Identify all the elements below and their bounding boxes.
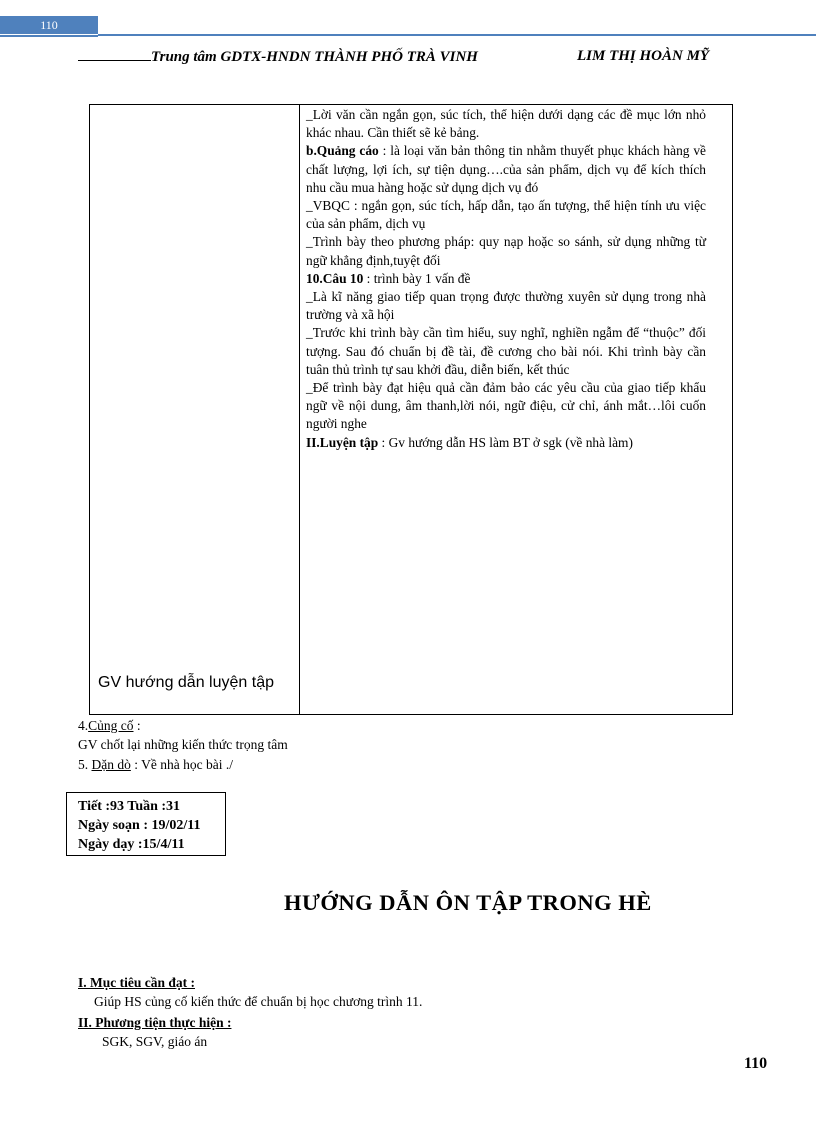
right-cell-paragraph xyxy=(306,197,706,233)
paragraph-text: : Gv hướng dẫn HS làm BT ở sgk (về nhà làm) xyxy=(378,434,633,450)
consolidation-heading xyxy=(78,717,141,735)
page-tab xyxy=(0,16,98,34)
right-cell-paragraph xyxy=(306,288,706,324)
homework-line xyxy=(78,756,233,774)
section2-heading: II. Phương tiện thực hiện : xyxy=(78,1015,232,1030)
page-title: HƯỚNG DẪN ÔN TẬP TRONG HÈ xyxy=(284,890,652,915)
consolidation-suffix: : xyxy=(133,718,141,733)
lesson-period-week: Tiết :93 Tuần :31 xyxy=(78,799,181,814)
consolidation-label: Củng cố xyxy=(88,718,134,733)
paragraph-text: _Trước khi trình bày cần tìm hiểu, suy nghĩ, nghiền ngẫm để “thuộc” đối tượng. Sau đó chuẩn bị đề tài, đề cương cho bài nói. Khi trình bày cần tuân thủ trình tự sau khởi đầu, diễn biến, kết thúc xyxy=(306,325,706,377)
paragraph-bold-lead: II.Luyện tập xyxy=(306,434,379,450)
tab-underline xyxy=(0,35,98,37)
table-column-divider xyxy=(299,104,300,715)
page-number: 110 xyxy=(744,1055,768,1072)
section1-text: Giúp HS củng cố kiến thức để chuẩn bị học chương trình 11. xyxy=(94,994,423,1009)
left-cell-activity: GV hướng dẫn luyện tập xyxy=(98,674,274,691)
consolidation-num: 4. xyxy=(78,718,89,733)
paragraph-text: : là loại văn bản thông tin nhằm thuyết phục khách hàng về chất lượng, lợi ích, sự tiện dụng….của sản phẩm, dịch vụ để kích thích nhu cầu mua hàng hoặc sử dụng dịch vụ đó xyxy=(306,143,706,195)
paragraph-text: _Trình bày theo phương pháp: quy nạp hoặc so sánh, sử dụng những từ ngữ khẳng định,tuyệt đối xyxy=(306,234,706,268)
header-author: LIM THỊ HOÀN MỸ xyxy=(577,48,710,64)
paragraph-text: _Để trình bày đạt hiệu quả cần đảm bảo các yêu cầu của giao tiếp khẩu ngữ về nội dung, âm thanh,lời nói, ngữ điệu, cử chỉ, ánh mắt…lôi cuốn người nghe xyxy=(306,380,706,432)
page-tab-label: 110 xyxy=(40,18,58,32)
right-cell-paragraph xyxy=(306,324,706,379)
right-cell-content xyxy=(306,106,706,452)
paragraph-text: _VBQC : ngắn gọn, súc tích, hấp dẫn, tạo ấn tượng, thể hiện tính ưu việc của sản phẩm, dịch vụ xyxy=(306,198,706,232)
paragraph-bold-lead: 10.Câu 10 xyxy=(306,270,364,286)
right-cell-paragraph xyxy=(306,379,706,434)
section1-heading: I. Mục tiêu cần đạt : xyxy=(78,975,195,990)
header-center xyxy=(78,48,478,66)
right-cell-paragraph xyxy=(306,270,706,288)
right-cell-paragraph xyxy=(306,233,706,269)
header-blank-line xyxy=(78,48,151,61)
right-cell-paragraph xyxy=(306,142,706,197)
paragraph-text: _Lời văn cần ngắn gọn, súc tích, thể hiện dưới dạng các đề mục lớn nhỏ khác nhau. Cần thiết sẽ kẻ bảng. xyxy=(306,107,706,141)
consolidation-text: GV chốt lại những kiến thức trọng tâm xyxy=(78,737,288,752)
section2-text: SGK, SGV, giáo án xyxy=(102,1034,208,1049)
homework-label: Dặn dò xyxy=(91,757,131,772)
right-cell-paragraph xyxy=(306,106,706,142)
lesson-prep-date: Ngày soạn : 19/02/11 xyxy=(78,818,201,833)
header-center-text: Trung tâm GDTX-HNDN THÀNH PHỐ TRÀ VINH xyxy=(151,49,478,65)
paragraph-bold-lead: b.Quảng cáo xyxy=(306,143,379,159)
homework-text: : Về nhà học bài ./ xyxy=(130,757,233,772)
homework-num: 5. xyxy=(78,757,92,772)
right-cell-paragraph xyxy=(306,434,706,452)
lesson-info-box xyxy=(66,792,226,856)
header-rule xyxy=(98,34,816,36)
lesson-teach-date: Ngày dạy :15/4/11 xyxy=(78,837,185,852)
paragraph-text: _Là kĩ năng giao tiếp quan trọng được thường xuyên sử dụng trong nhà trường và xã hội xyxy=(306,289,706,323)
paragraph-text: : trình bày 1 vấn đề xyxy=(363,270,471,286)
